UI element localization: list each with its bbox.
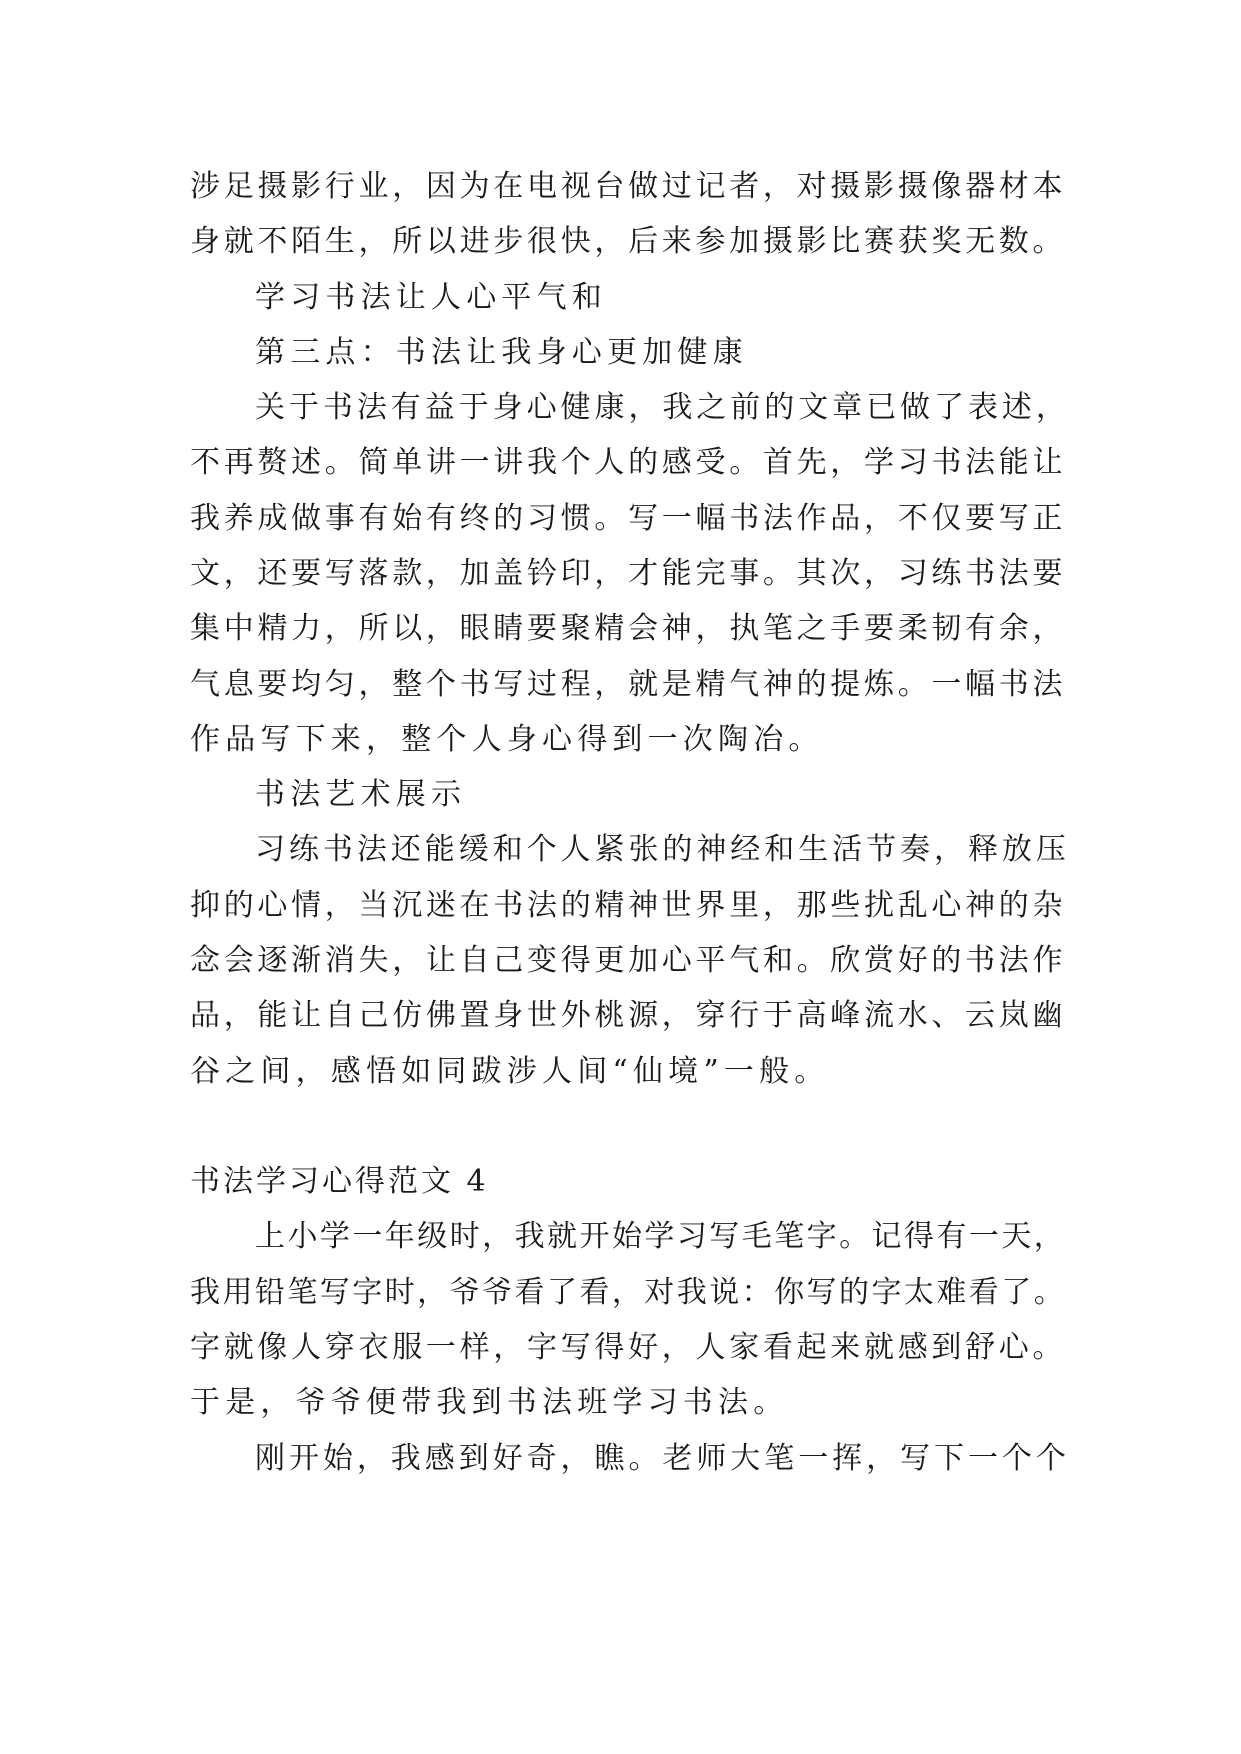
text-line: 念会逐渐消失，让自己变得更加心平气和。欣赏好的书法作 (190, 943, 1067, 978)
text-line: 作品写下来，整个人身心得到一次陶冶。 (190, 722, 824, 757)
text-line: 不再赘述。简单讲一讲我个人的感受。首先，学习书法能让 (190, 445, 1067, 480)
text-line: 字就像人穿衣服一样，字写得好，人家看起来就感到舒心。 (190, 1330, 1067, 1365)
text-line: 气息要均匀，整个书写过程，就是精气神的提炼。一幅书法 (190, 667, 1067, 702)
text-line: 习练书法还能缓和个人紧张的神经和生活节奏，释放压 (255, 832, 1070, 867)
paragraph-heading: 学习书法让人心平气和 (255, 280, 607, 315)
text-line: 上小学一年级时，我就开始学习写毛笔字。记得有一天， (255, 1219, 1067, 1254)
text-line: 涉足摄影行业，因为在电视台做过记者，对摄影摄像器材本 (190, 169, 1067, 204)
paragraph-heading: 书法艺术展示 (255, 777, 467, 812)
text-line: 我养成做事有始有终的习惯。写一幅书法作品，不仅要写正 (190, 501, 1067, 536)
text-line: 集中精力，所以，眼睛要聚精会神，执笔之手要柔韧有余， (190, 611, 1067, 646)
text-line: 刚开始，我感到好奇，瞧。老师大笔一挥，写下一个个 (255, 1441, 1070, 1476)
article-title: 书法学习心得范文 4 (190, 1164, 489, 1199)
text-line: 谷之间，感悟如同跋涉人间“仙境”一般。 (190, 1054, 830, 1089)
text-line: 于是，爷爷便带我到书法班学习书法。 (190, 1385, 789, 1420)
text-line: 我用铅笔写字时，爷爷看了看，对我说：你写的字太难看了。 (190, 1275, 1067, 1310)
text-line: 文，还要写落款，加盖钤印，才能完事。其次，习练书法要 (190, 556, 1067, 591)
section-heading: 第三点：书法让我身心更加健康 (255, 335, 748, 370)
text-line: 身就不陌生，所以进步很快，后来参加摄影比赛获奖无数。 (190, 224, 1067, 259)
text-line: 品，能让自己仿佛置身世外桃源，穿行于高峰流水、云岚幽 (190, 998, 1067, 1033)
text-line: 抑的心情，当沉迷在书法的精神世界里，那些扰乱心神的杂 (190, 888, 1067, 923)
text-line: 关于书法有益于身心健康，我之前的文章已做了表述， (255, 390, 1070, 425)
